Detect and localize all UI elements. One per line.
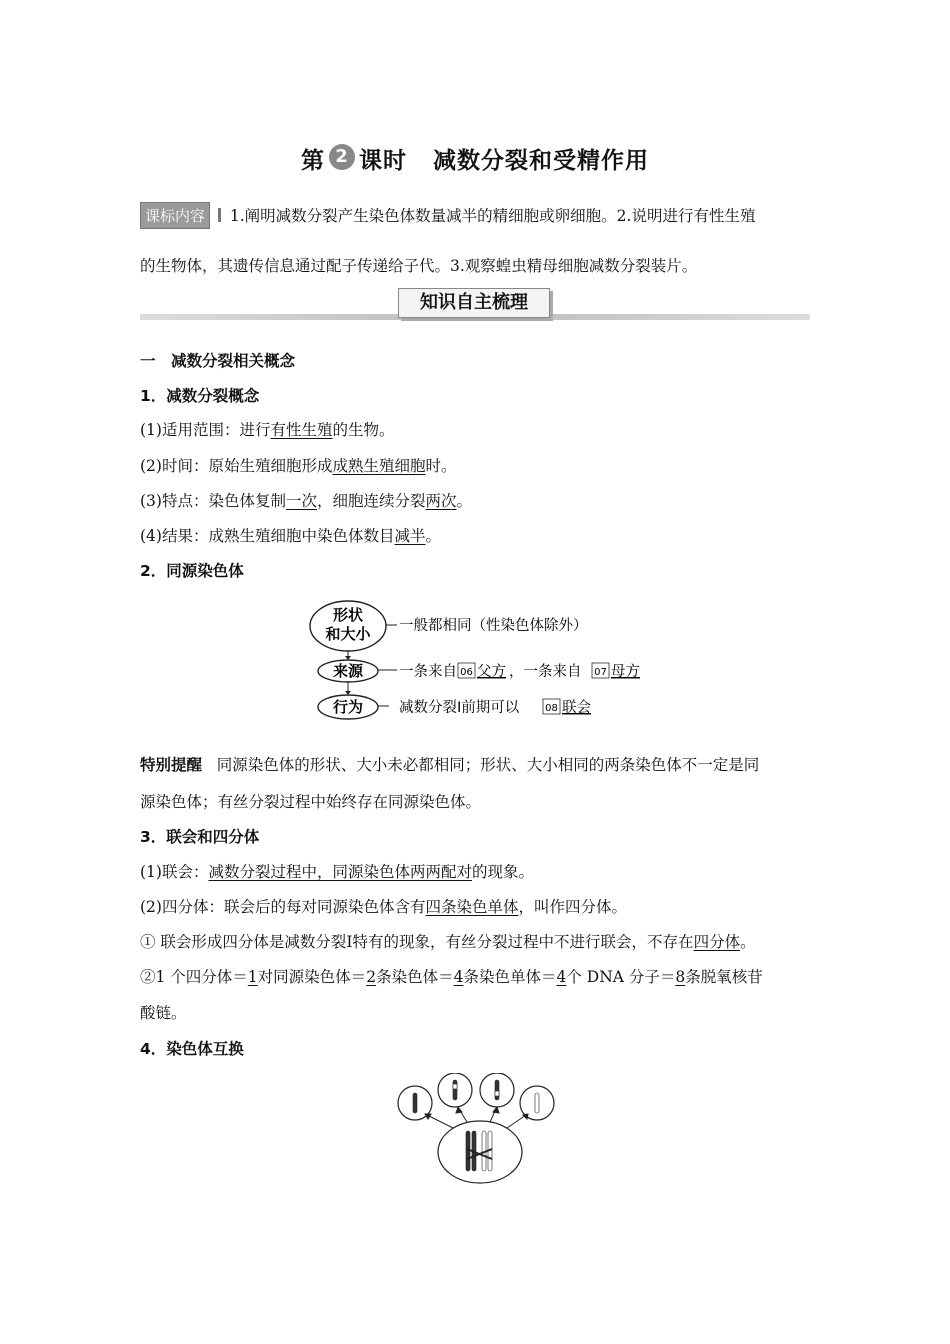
item1-scope: (1)适用范围：进行有性生殖的生物。	[140, 421, 395, 439]
answer-blank: 4	[453, 968, 464, 986]
standards-line-2: 的生物体，其遗传信息通过配子传递给子代。3.观察蝗虫精母细胞减数分裂装片。	[140, 257, 698, 275]
node2-text-b: ，一条来自	[509, 664, 582, 680]
item1-heading: 1．减数分裂概念	[140, 387, 260, 405]
blank-number: 07	[594, 667, 607, 678]
item2-heading: 2．同源染色体	[140, 562, 244, 580]
node1-text: 一般都相同（性染色体除外）	[399, 618, 588, 634]
answer-blank: 成熟生殖细胞	[332, 457, 426, 475]
item3-synapsis: (1)联会：减数分裂过程中，同源染色体两两配对的现象。	[140, 863, 534, 881]
answer-blank: 四分体	[693, 933, 741, 951]
answer-blank: 母方	[611, 664, 640, 680]
answer-blank: 1	[247, 968, 258, 986]
item1-result: (4)结果：成熟生殖细胞中染色体数目减半。	[140, 527, 442, 545]
answer-blank: 减半	[394, 527, 426, 545]
node2-text-a: 一条来自	[399, 664, 457, 680]
title-suffix: 课时	[359, 148, 407, 174]
answer-blank: 父方	[477, 664, 506, 680]
answer-blank: 8	[675, 968, 686, 986]
item3-note2: ②1 个四分体＝1对同源染色体＝2条染色体＝4条染色单体＝4个 DNA 分子＝8条脱氧核苷	[140, 968, 763, 986]
answer-blank: 一次	[285, 492, 317, 510]
standards-text-1: 1.阐明减数分裂产生染色体数量减半的精细胞或卵细胞。2.说明进行有性生殖	[229, 207, 756, 225]
reminder-label: 特别提醒	[140, 756, 203, 774]
reminder-text-1: 同源染色体的形状、大小未必都相同；形状、大小相同的两条染色体不一定是同	[216, 756, 760, 774]
item1-feature: (3)特点：染色体复制一次，细胞连续分裂两次。	[140, 492, 473, 510]
standards-badge: 课标内容	[140, 202, 210, 229]
answer-blank: 减数分裂过程中，同源染色体两两配对	[208, 863, 472, 881]
item3-tetrad: (2)四分体：联会后的每对同源染色体含有四条染色单体，叫作四分体。	[140, 898, 628, 916]
standards-line-1	[140, 202, 755, 229]
title-prefix: 第	[301, 148, 325, 174]
section-banner	[140, 288, 810, 324]
lesson-number-badge: 2	[329, 144, 355, 170]
node-shape-2: 和大小	[325, 625, 371, 643]
node3-text: 减数分裂Ⅰ前期可以	[399, 700, 520, 716]
answer-blank: 联会	[562, 700, 591, 716]
reminder-line-2: 源染色体；有丝分裂过程中始终存在同源染色体。	[140, 793, 482, 811]
section-heading: 一 减数分裂相关概念	[140, 352, 296, 370]
blank-number: 08	[545, 703, 558, 714]
homologous-diagram	[305, 598, 665, 728]
answer-blank: 两次	[425, 492, 457, 510]
title-name: 减数分裂和受精作用	[433, 148, 649, 174]
item1-time: (2)时间：原始生殖细胞形成成熟生殖细胞时。	[140, 457, 457, 475]
answer-blank: 有性生殖	[270, 421, 333, 439]
node-shape-1: 形状	[332, 606, 364, 624]
answer-blank: 2	[366, 968, 377, 986]
page-title	[0, 142, 950, 175]
node-origin: 来源	[332, 662, 364, 680]
blank-number: 06	[460, 667, 473, 678]
answer-blank: 四条染色单体	[425, 898, 519, 916]
node-behavior: 行为	[332, 698, 364, 716]
item3-note1: ① 联会形成四分体是减数分裂Ⅰ特有的现象，有丝分裂过程中不进行联会，不存在四分体。	[140, 933, 756, 951]
answer-blank: 4	[556, 968, 567, 986]
reminder-line-1	[140, 753, 759, 775]
item4-heading: 4．染色体互换	[140, 1040, 244, 1058]
banner-label: 知识自主梳理	[398, 288, 550, 318]
item3-note2-line2: 酸链。	[140, 1004, 187, 1022]
crossover-illustration	[395, 1073, 565, 1185]
item3-heading: 3．联会和四分体	[140, 828, 260, 846]
